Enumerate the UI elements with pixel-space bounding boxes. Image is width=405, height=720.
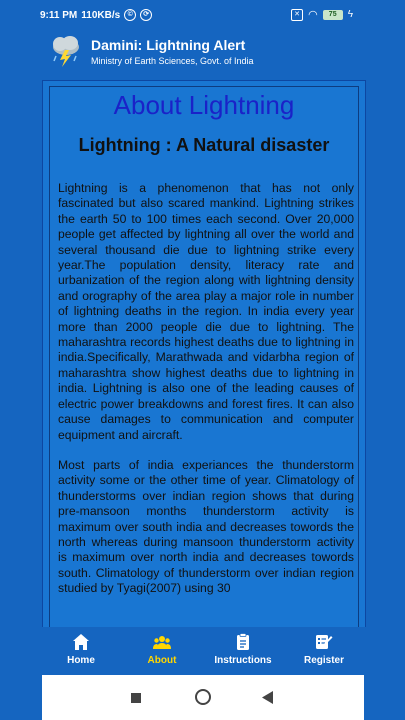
network-speed: 110KB/s bbox=[81, 9, 121, 21]
nav-instructions[interactable] bbox=[203, 633, 283, 666]
bottom-navigation bbox=[0, 627, 405, 675]
app-subtitle: Ministry of Earth Sciences, Govt. of India bbox=[91, 56, 254, 66]
content-panel[interactable] bbox=[42, 80, 366, 629]
paragraph-1: Lightning is a phenomenon that has not only fascinated but also scared mankind. Lightning strikes the earth 50 to 100 times each second. Over 20,000 people get affected by lightning all over the world and several thousand die due to lightning strike every year.The population density, literacy rate and urbanization of the region along with lightning density and orography of the area play a major role in number of lightning deaths in the region. In india every year more than 2000 people die due to lightning. The maharashtra records highest deaths due to lightning in india.Specifically, Marathwada and vidarbha region of maharashtra show highest deaths due to lightning in india. Lightning is also one of the leading causes of electric power breakdowns and forest fires. It can also cause damages to communication and computer equipment and aircraft. bbox=[58, 181, 354, 442]
nav-instructions-label: Instructions bbox=[214, 655, 272, 666]
battery-icon: 75 bbox=[323, 10, 343, 20]
charging-icon: ϟ bbox=[347, 9, 353, 20]
app-bar bbox=[0, 30, 405, 74]
nav-about[interactable] bbox=[122, 633, 202, 666]
nav-about-label: About bbox=[147, 655, 177, 666]
notification-icon: © bbox=[124, 9, 136, 21]
content-frame bbox=[49, 86, 359, 628]
back-button[interactable] bbox=[262, 691, 274, 704]
wifi-icon: ◠ bbox=[308, 9, 318, 21]
sync-icon: ⟳ bbox=[140, 9, 152, 21]
nav-home[interactable] bbox=[41, 633, 121, 666]
status-bar bbox=[0, 0, 405, 30]
system-navigation-bar bbox=[42, 675, 364, 720]
nav-home-label: Home bbox=[67, 655, 95, 666]
paragraph-2: Most parts of india experiances the thunderstorm activity some or the other time of year. Climatology of thunderstorms over indian region shows that during pre-mansoon months thunderstorm activity is maximum over south india and decreases towords the north whereas during mansoon thunderstorm activity is maximum over north india and decreases towords south. Climatology of thunderstorm over indian region studied by Tyagi(2007) using 30 bbox=[58, 457, 354, 596]
group-icon bbox=[153, 633, 171, 651]
home-system-button[interactable] bbox=[195, 689, 211, 705]
clipboard-icon bbox=[234, 633, 252, 651]
register-form-icon bbox=[315, 633, 333, 651]
sim-icon: ✕ bbox=[291, 9, 303, 21]
home-icon bbox=[72, 633, 90, 651]
nav-register-label: Register bbox=[303, 655, 344, 666]
recents-button[interactable] bbox=[131, 693, 141, 703]
storm-cloud-icon bbox=[48, 32, 84, 68]
page-title: About Lightning bbox=[113, 90, 295, 120]
app-title: Damini: Lightning Alert bbox=[91, 37, 246, 53]
nav-register[interactable] bbox=[284, 633, 364, 666]
page-subtitle: Lightning : A Natural disaster bbox=[78, 135, 330, 155]
status-time: 9:11 PM bbox=[40, 9, 78, 21]
